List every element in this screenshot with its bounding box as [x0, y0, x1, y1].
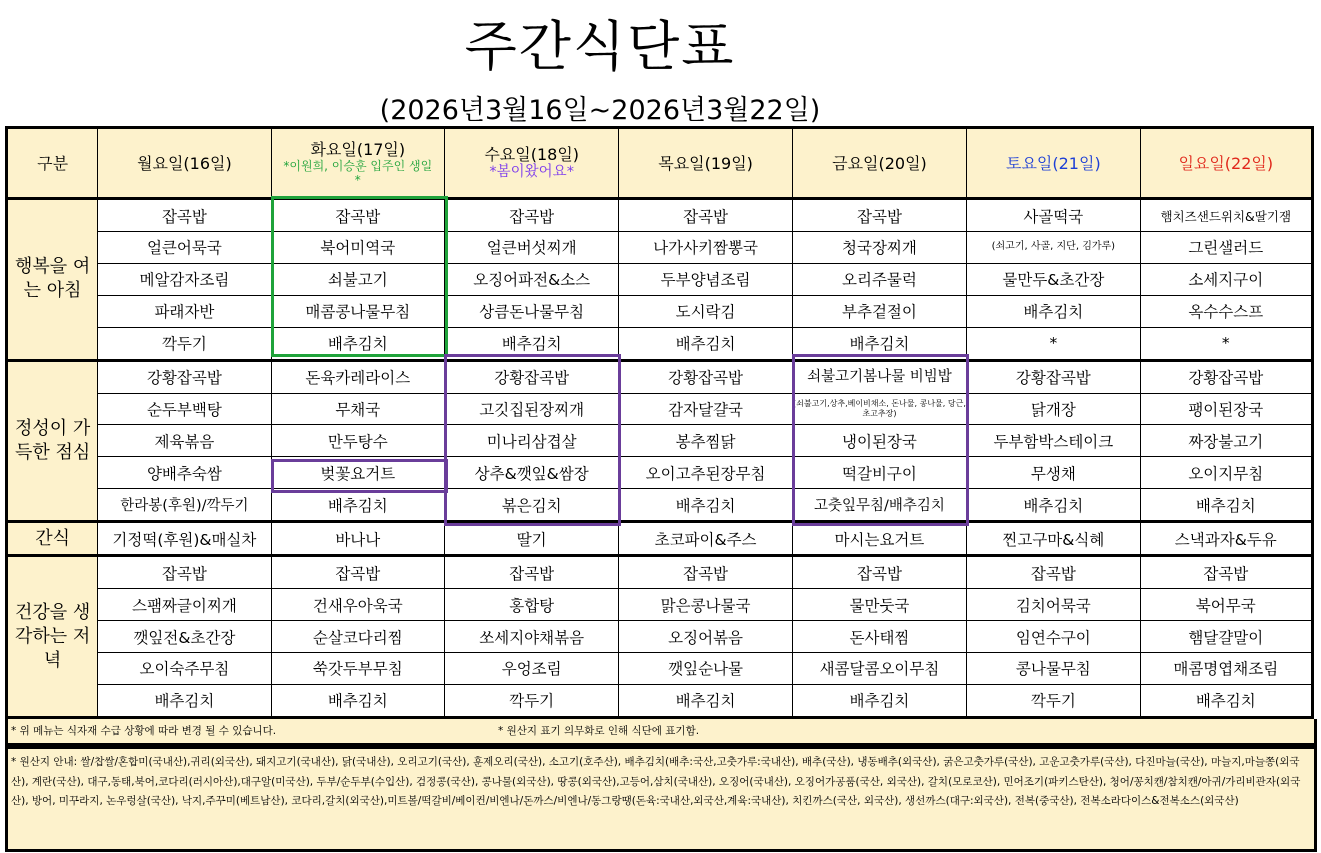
menu-cell: 깻잎전&초간장	[98, 621, 271, 653]
menu-cell: 옥수수스프	[1140, 295, 1312, 327]
menu-cell: 사골떡국	[967, 199, 1140, 232]
lunch-label: 정성이 가득한 점심	[7, 360, 98, 522]
menu-cell: 짜장불고기	[1140, 425, 1312, 457]
menu-period: (2026년3월16일~2026년3월22일)	[379, 95, 821, 126]
dinner-label: 건강을 생각하는 저녁	[7, 556, 98, 718]
menu-cell: 배추김치	[619, 684, 792, 717]
menu-cell: 오이지무침	[1140, 457, 1312, 489]
birthday-note: *이원희, 이승훈 입주인 생일*	[283, 158, 433, 187]
menu-cell: 강황잡곡밥	[444, 360, 618, 393]
day-header-sun	[1140, 128, 1312, 199]
menu-cell: 오이숙주무침	[98, 652, 271, 684]
day-header-fri	[792, 128, 966, 199]
menu-cell: 부추겉절이	[792, 295, 966, 327]
menu-cell: 고깃집된장찌개	[444, 393, 618, 425]
menu-cell: 오징어볶음	[619, 621, 792, 653]
lunch-row	[7, 360, 1313, 393]
menu-cell: 잡곡밥	[271, 556, 444, 589]
menu-cell: 순두부백탕	[98, 393, 271, 425]
lunch-row	[7, 425, 1313, 457]
menu-cell: 순살코다리찜	[271, 621, 444, 653]
day-header-thu	[619, 128, 792, 199]
menu-cell: 배추김치	[271, 489, 444, 522]
menu-cell: 새콤달콤오이무침	[792, 652, 966, 684]
notice-right: * 원산지 표기 의무화로 인해 식단에 표기함.	[498, 725, 700, 737]
day-label: 화요일(17일)	[310, 139, 406, 159]
menu-cell: 햄달걀말이	[1140, 621, 1312, 653]
menu-cell: 배추김치	[792, 684, 966, 717]
menu-cell: 파래자반	[98, 295, 271, 327]
menu-cell: 쇠불고기	[271, 263, 444, 295]
menu-cell: 감자달걀국	[619, 393, 792, 425]
menu-cell: 깍두기	[967, 684, 1140, 717]
menu-cell: 얼큰버섯찌개	[444, 231, 618, 263]
menu-cell: 나가사키짬뽕국	[619, 231, 792, 263]
menu-cell: 오리주물럭	[792, 263, 966, 295]
spring-note: *봄이왔어요*	[489, 164, 574, 181]
menu-cell: 벚꽃요거트	[271, 457, 444, 489]
menu-cell: 쑥갓두부무침	[271, 652, 444, 684]
menu-cell: 잡곡밥	[98, 556, 271, 589]
day-header-tue	[271, 128, 444, 199]
menu-cell: 떡갈비구이	[792, 457, 966, 489]
menu-cell: 깍두기	[444, 684, 618, 717]
day-label: 수요일(18일)	[484, 145, 580, 165]
menu-cell: 배추김치	[967, 489, 1140, 522]
menu-cell: 닭개장	[967, 393, 1140, 425]
menu-cell: 스팸짜글이찌개	[98, 589, 271, 621]
day-label: 목요일(19일)	[658, 153, 753, 173]
menu-cell: *	[967, 327, 1140, 360]
day-label: 금요일(20일)	[832, 153, 927, 173]
menu-cell: 배추김치	[98, 684, 271, 717]
menu-cell: 만두탕수	[271, 425, 444, 457]
menu-cell: 메알감자조림	[98, 263, 271, 295]
menu-change-notice	[5, 719, 1317, 746]
notice-left: * 위 메뉴는 식자재 수급 상황에 따라 변경 될 수 있습니다.	[11, 725, 277, 737]
lunch-row	[7, 457, 1313, 489]
breakfast-row	[7, 327, 1313, 360]
menu-cell: 돈사태찜	[792, 621, 966, 653]
menu-cell: 마시는요거트	[792, 522, 966, 556]
menu-cell: 고춧잎무침/배추김치	[792, 489, 966, 522]
menu-cell: 그린샐러드	[1140, 231, 1312, 263]
menu-cell: 봉추찜닭	[619, 425, 792, 457]
menu-cell: 콩나물무침	[967, 652, 1140, 684]
menu-cell: (쇠고기, 사골, 지단, 김가루)	[967, 231, 1140, 263]
menu-cell: 도시락김	[619, 295, 792, 327]
menu-cell: 소세지구이	[1140, 263, 1312, 295]
menu-cell: *	[1140, 327, 1312, 360]
menu-cell: 잡곡밥	[444, 556, 618, 589]
menu-cell: 오징어파전&소스	[444, 263, 618, 295]
snack-label: 간식	[7, 522, 98, 556]
dinner-row	[7, 556, 1313, 589]
menu-cell: 김치어묵국	[967, 589, 1140, 621]
day-header-wed	[444, 128, 618, 199]
menu-cell: 홍합탕	[444, 589, 618, 621]
menu-cell: 두부양념조림	[619, 263, 792, 295]
menu-cell: 초코파이&주스	[619, 522, 792, 556]
menu-cell: 맑은콩나물국	[619, 589, 792, 621]
menu-cell: 강황잡곡밥	[967, 360, 1140, 393]
menu-cell: 냉이된장국	[792, 425, 966, 457]
menu-cell: 햄치즈샌드위치&딸기잼	[1140, 199, 1312, 232]
menu-cell: 매콤명엽채조림	[1140, 652, 1312, 684]
origin-info: * 원산지 안내: 쌀/찹쌀/혼합미(국내산),귀리(외국산), 돼지고기(국내산), 닭(국내산), 오리고기(국산), 훈제오리(국산), 소고기(호주산), 배추김치(배추:국산,고춧가루:국내산), 배추(국산), 냉동배추(외국산), 굵은고춧가루(국산), 고운고춧가루(국산), 다진마늘(국산), 마늘지,마늘쫑(외국산), 계란(국산), 대구,동태,북어,코다리(러시아산),대구알(미국산), 두부/순두부(수입산), 검정콩(국산), 콩나물(외국산), 땅콩(외국산),고등어,삼치(국내산), 오징어(국내산), 오징어가공품(국산, 외국산), 갈치(모로코산), 민어조기(파키스탄산), 청어/꽁치캔/참치캔/아귀/가리비관자(외국산), 방어, 미꾸라지, 논우렁살(국산), 낙지,주꾸미(베트남산), 코다리,갈치(외국산),미트볼/떡갈비/베이컨/비엔나/돈까스/비엔나/동그랑땡(돈육:국내산,외국산,계육:국내산), 치킨까스(국산, 외국산), 생선까스(대구:외국산), 전복(중국산), 전복소라다이스&전복소스(외국산)	[5, 746, 1317, 852]
menu-cell: 미나리삼겹살	[444, 425, 618, 457]
menu-cell: 배추김치	[1140, 684, 1312, 717]
lunch-row	[7, 489, 1313, 522]
breakfast-row	[7, 295, 1313, 327]
menu-cell: 북어미역국	[271, 231, 444, 263]
day-header-sat	[967, 128, 1140, 199]
menu-cell: 스낵과자&두유	[1140, 522, 1312, 556]
menu-cell: 한라봉(후원)/깍두기	[98, 489, 271, 522]
menu-cell: 배추김치	[271, 327, 444, 360]
menu-cell: 잡곡밥	[619, 199, 792, 232]
menu-cell: 상큼돈나물무침	[444, 295, 618, 327]
menu-cell: 청국장찌개	[792, 231, 966, 263]
menu-cell: 깍두기	[98, 327, 271, 360]
menu-cell: 잡곡밥	[98, 199, 271, 232]
menu-cell: 잡곡밥	[1140, 556, 1312, 589]
page-title: 주간식단표	[464, 15, 736, 78]
menu-cell: 팽이된장국	[1140, 393, 1312, 425]
day-label: 월요일(16일)	[137, 153, 232, 173]
day-label: 일요일(22일)	[1178, 153, 1274, 173]
menu-cell: 강황잡곡밥	[619, 360, 792, 393]
menu-cell: 배추김치	[619, 327, 792, 360]
breakfast-row	[7, 231, 1313, 263]
weekly-menu-table	[5, 126, 1314, 719]
day-header-mon	[98, 128, 271, 199]
menu-cell: 제육볶음	[98, 425, 271, 457]
menu-cell: 잡곡밥	[271, 199, 444, 232]
menu-cell: 강황잡곡밥	[98, 360, 271, 393]
menu-cell: 쇠불고기봄나물 비빔밥	[792, 360, 966, 393]
menu-cell: 잡곡밥	[967, 556, 1140, 589]
breakfast-label: 행복을 여는 아침	[7, 199, 98, 361]
menu-cell: 매콤콩나물무침	[271, 295, 444, 327]
menu-cell: 찐고구마&식혜	[967, 522, 1140, 556]
day-label: 토요일(21일)	[1006, 153, 1101, 173]
menu-cell: 볶은김치	[444, 489, 618, 522]
menu-cell: 깻잎순나물	[619, 652, 792, 684]
menu-cell: 배추김치	[271, 684, 444, 717]
menu-cell: 배추김치	[444, 327, 618, 360]
menu-cell: 쏘세지야채볶음	[444, 621, 618, 653]
snack-row	[7, 522, 1313, 556]
menu-cell: 오이고추된장무침	[619, 457, 792, 489]
menu-cell: 잡곡밥	[444, 199, 618, 232]
menu-cell: 우엉조림	[444, 652, 618, 684]
menu-cell: 상추&깻잎&쌈장	[444, 457, 618, 489]
menu-cell: 두부함박스테이크	[967, 425, 1140, 457]
menu-cell: 강황잡곡밥	[1140, 360, 1312, 393]
dinner-row	[7, 652, 1313, 684]
menu-cell: 돈육카레라이스	[271, 360, 444, 393]
menu-cell: 잡곡밥	[792, 556, 966, 589]
menu-cell: 물만둣국	[792, 589, 966, 621]
dinner-row	[7, 589, 1313, 621]
menu-cell: 바나나	[271, 522, 444, 556]
dinner-row	[7, 621, 1313, 653]
category-header: 구분	[7, 128, 98, 199]
menu-cell: 잡곡밥	[792, 199, 966, 232]
menu-cell: 무채국	[271, 393, 444, 425]
dinner-row	[7, 684, 1313, 717]
menu-cell: 기정떡(후원)&매실차	[98, 522, 271, 556]
lunch-row	[7, 393, 1313, 425]
breakfast-row	[7, 263, 1313, 295]
menu-cell: 물만두&초간장	[967, 263, 1140, 295]
breakfast-row	[7, 199, 1313, 232]
menu-cell: 배추김치	[792, 327, 966, 360]
menu-cell: 양배추숙쌈	[98, 457, 271, 489]
menu-cell: (쇠불고기,상추,베이비채소, 돈나물, 콩나물, 당근, 초고추장)	[792, 393, 966, 425]
menu-cell: 배추김치	[1140, 489, 1312, 522]
menu-cell: 배추김치	[967, 295, 1140, 327]
menu-cell: 무생채	[967, 457, 1140, 489]
menu-cell: 임연수구이	[967, 621, 1140, 653]
menu-cell: 잡곡밥	[619, 556, 792, 589]
header-row	[7, 128, 1313, 199]
menu-cell: 딸기	[444, 522, 618, 556]
menu-cell: 배추김치	[619, 489, 792, 522]
menu-cell: 북어무국	[1140, 589, 1312, 621]
menu-cell: 건새우아욱국	[271, 589, 444, 621]
menu-cell: 얼큰어묵국	[98, 231, 271, 263]
